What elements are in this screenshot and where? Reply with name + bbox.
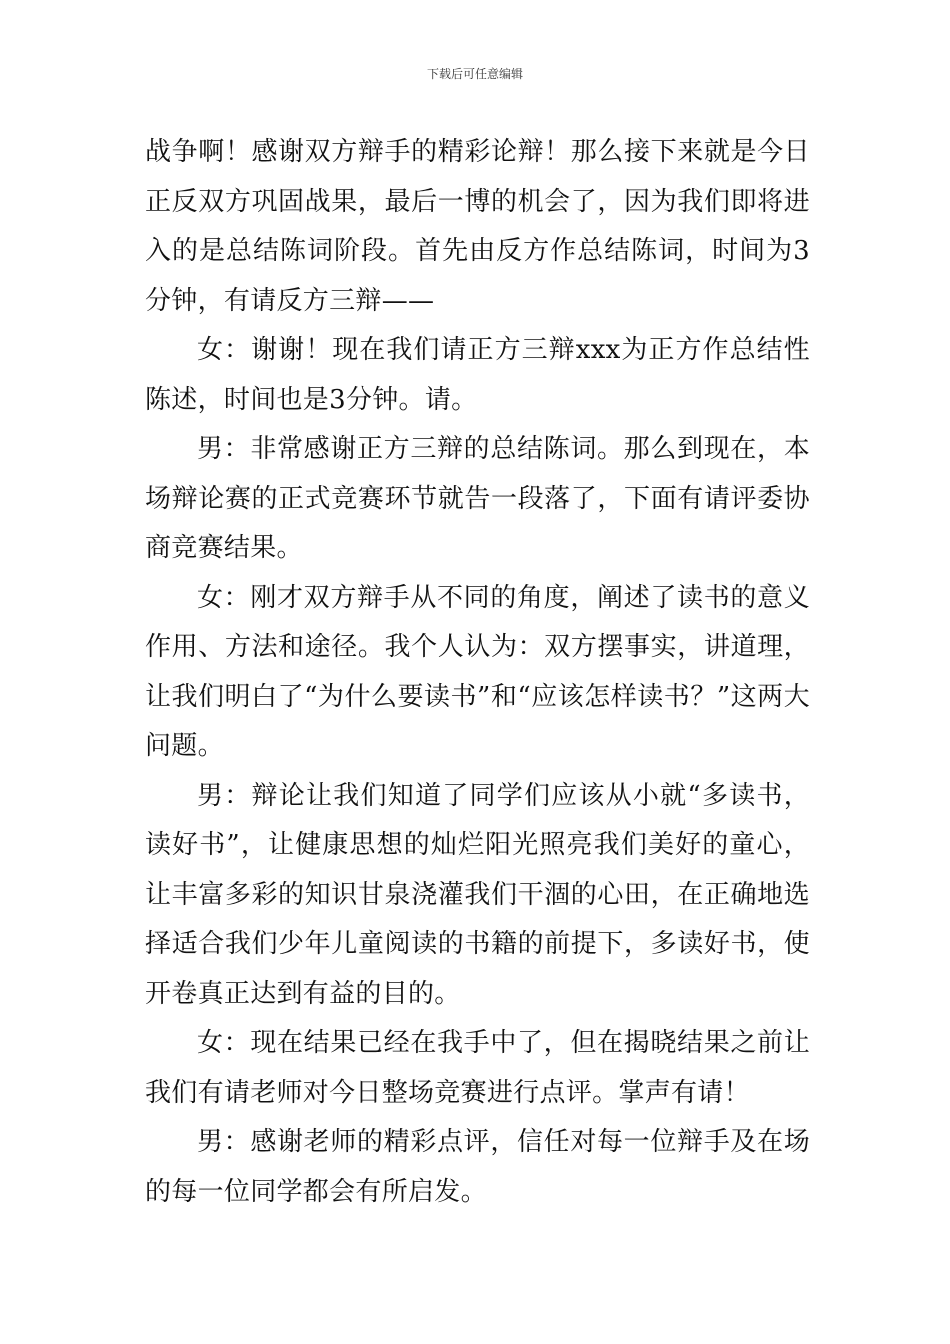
page-header: 下载后可任意编辑 bbox=[426, 67, 523, 81]
paragraph-6: 女：现在结果已经在我手中了，但在揭晓结果之前让我们有请老师对今日整场竞赛进行点评。掌声有请！ bbox=[145, 1028, 810, 1108]
paragraph-7: 男：感谢老师的精彩点评，信任对每一位辩手及在场的每一位同学都会有所启发。 bbox=[145, 1127, 810, 1207]
paragraph-2: 女：谢谢！现在我们请正方三辩xxx为正方作总结性陈述，时间也是3分钟。请。 bbox=[145, 335, 810, 415]
paragraph-1: 战争啊！感谢双方辩手的精彩论辩！那么接下来就是今日正反双方巩固战果，最后一博的机会了，因为我们即将进入的是总结陈词阶段。首先由反方作总结陈词，时间为3分钟，有请反方三辩—— bbox=[145, 137, 810, 316]
paragraph-4: 女：刚才双方辩手从不同的角度，阐述了读书的意义作用、方法和途径。我个人认为：双方摆事实，讲道理，让我们明白了“为什么要读书”和“应该怎样读书？”这两大问题。 bbox=[145, 582, 810, 761]
paragraph-3: 男：非常感谢正方三辩的总结陈词。那么到现在，本场辩论赛的正式竞赛环节就告一段落了，下面有请评委协商竞赛结果。 bbox=[145, 434, 810, 563]
document-body bbox=[145, 128, 810, 1217]
paragraph-5: 男：辩论让我们知道了同学们应该从小就“多读书，读好书”，让健康思想的灿烂阳光照亮我们美好的童心，让丰富多彩的知识甘泉浇灌我们干涸的心田，在正确地选择适合我们少年儿童阅读的书籍的前提下，多读好书，使开卷真正达到有益的目的。 bbox=[145, 780, 810, 1009]
